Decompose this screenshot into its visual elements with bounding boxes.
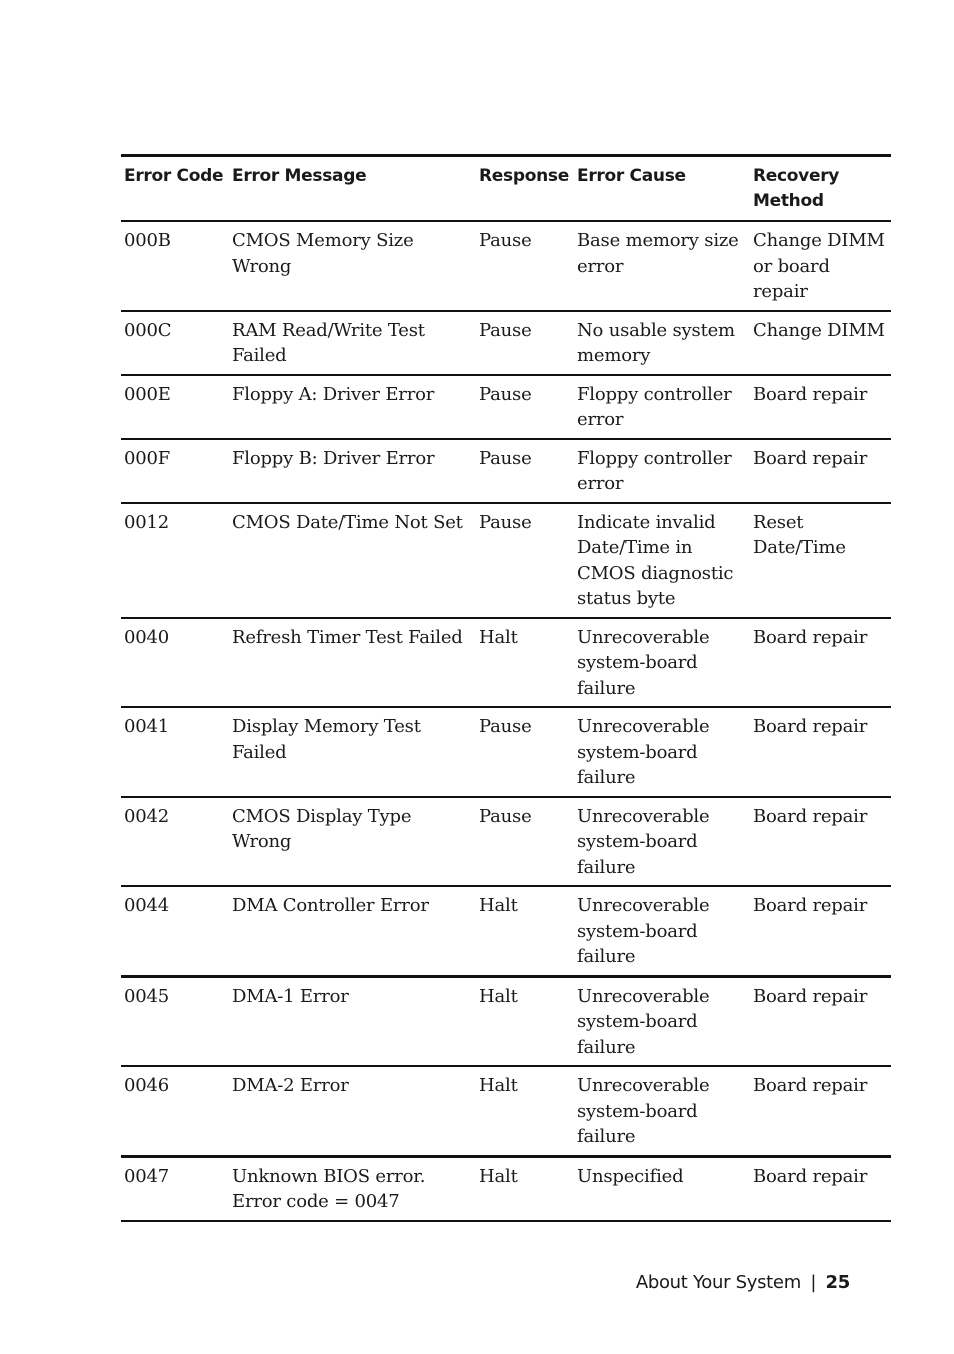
cell-response: Pause <box>476 375 574 439</box>
table-row <box>121 707 891 797</box>
cell-error-message: CMOS Display Type Wrong <box>229 797 476 887</box>
error-code-table <box>121 154 891 1222</box>
cell-error-code: 0012 <box>121 503 229 618</box>
cell-response: Halt <box>476 1066 574 1156</box>
footer-separator: | <box>810 1272 817 1293</box>
cell-error-cause: Unrecoverable system-board failure <box>574 976 750 1066</box>
cell-error-cause: Unrecoverable system-board failure <box>574 886 750 976</box>
footer-section-title: About Your System <box>635 1272 801 1293</box>
cell-recovery-method: Board repair <box>750 1156 891 1221</box>
cell-error-cause: Floppy controller error <box>574 439 750 503</box>
cell-response: Halt <box>476 618 574 708</box>
cell-error-code: 0046 <box>121 1066 229 1156</box>
cell-error-cause: Unrecoverable system-board failure <box>574 618 750 708</box>
cell-recovery-method: Board repair <box>750 707 891 797</box>
cell-error-code: 0045 <box>121 976 229 1066</box>
cell-error-code: 0041 <box>121 707 229 797</box>
cell-response: Halt <box>476 886 574 976</box>
table-header-row <box>121 156 891 222</box>
cell-error-cause: Indicate invalid Date/Time in CMOS diagnostic status byte <box>574 503 750 618</box>
cell-error-message: DMA-2 Error <box>229 1066 476 1156</box>
table-row <box>121 221 891 311</box>
cell-error-cause: Unspecified <box>574 1156 750 1221</box>
cell-recovery-method: Board repair <box>750 797 891 887</box>
cell-error-message: CMOS Date/Time Not Set <box>229 503 476 618</box>
header-error-message: Error Message <box>229 156 476 222</box>
cell-error-code: 000C <box>121 311 229 375</box>
cell-recovery-method: Change DIMM or board repair <box>750 221 891 311</box>
header-recovery-method: Recovery Method <box>750 156 891 222</box>
cell-error-cause: No usable system memory <box>574 311 750 375</box>
cell-response: Pause <box>476 707 574 797</box>
cell-recovery-method: Reset Date/Time <box>750 503 891 618</box>
cell-error-cause: Floppy controller error <box>574 375 750 439</box>
cell-response: Pause <box>476 221 574 311</box>
cell-recovery-method: Board repair <box>750 886 891 976</box>
cell-error-message: CMOS Memory Size Wrong <box>229 221 476 311</box>
cell-response: Pause <box>476 503 574 618</box>
cell-error-message: Floppy B: Driver Error <box>229 439 476 503</box>
table-row <box>121 618 891 708</box>
cell-error-message: DMA-1 Error <box>229 976 476 1066</box>
cell-error-message: RAM Read/Write Test Failed <box>229 311 476 375</box>
cell-error-code: 000F <box>121 439 229 503</box>
cell-response: Halt <box>476 976 574 1066</box>
cell-recovery-method: Board repair <box>750 976 891 1066</box>
cell-error-cause: Unrecoverable system-board failure <box>574 1066 750 1156</box>
header-error-code: Error Code <box>121 156 229 222</box>
cell-response: Pause <box>476 311 574 375</box>
cell-recovery-method: Change DIMM <box>750 311 891 375</box>
table-row <box>121 311 891 375</box>
table-row <box>121 503 891 618</box>
cell-error-message: Refresh Timer Test Failed <box>229 618 476 708</box>
cell-error-cause: Unrecoverable system-board failure <box>574 797 750 887</box>
cell-error-message: DMA Controller Error <box>229 886 476 976</box>
cell-error-message: Display Memory Test Failed <box>229 707 476 797</box>
cell-error-code: 0047 <box>121 1156 229 1221</box>
cell-response: Pause <box>476 439 574 503</box>
error-code-table-container <box>121 154 891 1222</box>
cell-response: Pause <box>476 797 574 887</box>
page-number: 25 <box>825 1272 850 1293</box>
cell-response: Halt <box>476 1156 574 1221</box>
table-row <box>121 1066 891 1156</box>
table-row <box>121 375 891 439</box>
cell-error-message: Floppy A: Driver Error <box>229 375 476 439</box>
table-row <box>121 1156 891 1221</box>
cell-error-code: 000E <box>121 375 229 439</box>
cell-error-code: 0044 <box>121 886 229 976</box>
header-error-cause: Error Cause <box>574 156 750 222</box>
table-row <box>121 439 891 503</box>
table-row <box>121 976 891 1066</box>
cell-error-code: 0040 <box>121 618 229 708</box>
cell-recovery-method: Board repair <box>750 1066 891 1156</box>
cell-error-code: 0042 <box>121 797 229 887</box>
page-footer <box>636 1272 850 1293</box>
cell-error-message: Unknown BIOS error. Error code = 0047 <box>229 1156 476 1221</box>
cell-error-code: 000B <box>121 221 229 311</box>
cell-recovery-method: Board repair <box>750 618 891 708</box>
cell-error-cause: Unrecoverable system-board failure <box>574 707 750 797</box>
header-response: Response <box>476 156 574 222</box>
cell-recovery-method: Board repair <box>750 439 891 503</box>
table-row <box>121 797 891 887</box>
cell-recovery-method: Board repair <box>750 375 891 439</box>
table-row <box>121 886 891 976</box>
cell-error-cause: Base memory size error <box>574 221 750 311</box>
